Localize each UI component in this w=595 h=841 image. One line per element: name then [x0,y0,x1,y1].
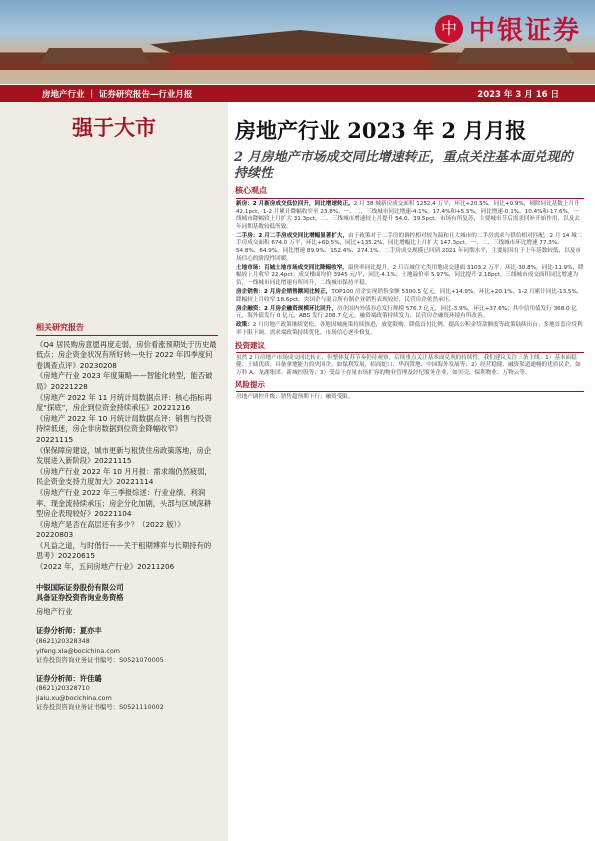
analyst-email[interactable]: jialu.xu@bocichina.com [36,693,112,702]
section-heading-key-points: 核心观点 [235,186,267,195]
paragraph [236,306,584,321]
related-report-link[interactable]: 《2022 年，五问房地产行业》20211206 [36,562,175,572]
paragraph-lead: 房企销售：2 月房企销售额同比转正， [236,289,332,296]
header-banner-image [0,0,595,84]
paragraph [236,289,584,304]
paragraph-lead: 政策： [236,322,253,329]
paragraph-lead: 土地市场：百城土地市场成交同比降幅收窄， [236,264,348,271]
analyst-cert: 证券投资咨询业务证书编号：S0521070005 [36,656,164,665]
paragraph [236,322,584,337]
paragraph [236,265,584,288]
palace-roof [150,30,450,54]
report-title: 房地产行业 2023 年 2 月月报 [235,118,527,143]
sidebar [36,323,218,713]
company-logo [435,10,581,47]
divider [236,391,584,392]
divider [236,198,584,199]
related-report-link[interactable]: 《房地产 2022 年 10 月统计局数据点评：销售与投资持续低迷，房企非房数据到位资金降幅收窄》20221115 [36,413,212,444]
courtyard [0,70,595,84]
analyst-email[interactable]: yifeng.xia@bocichina.com [36,646,120,655]
logo-text: 中银证券 [468,16,581,46]
related-report-link[interactable]: 《凡益之道，与时偕行——关于租期博弈与长期持有的思考》20220615 [36,540,212,561]
company-qualification: 具备证券投资咨询业务资格 [36,593,124,603]
related-report-link[interactable]: 《房地产行业 2023 年度策略——智能化转型，能否破局》20221228 [36,371,213,391]
side-roof-right [455,48,575,64]
related-report-link[interactable]: 《房地产行业 2022 年三季报综述：行业业绩、利润率、现金流持续承压；房企分化加剧，头部与区域深耕型房企表现较好》20221104 [36,487,212,519]
risk-text: 房地产调控升级；销售超预期下行；融资受限。 [236,394,354,401]
header-date: 2023 年 3 月 16 日 [477,90,559,100]
paragraph [236,233,584,263]
paragraph-lead: 房企融资：2 月房企融资规模环比回升， [236,305,337,312]
side-roof-left [40,48,150,64]
investment-text: 虽然 2 月房地产市场成交同比转正，但整体复苏节奏仍待观察，后续重点关注基本面兑现的持续性。我们建议关注三条主线：1）基本面稳健、土储优质、具备拿地能力的央国企，如保利发展、招商蛇口、华润置地、中国海外发展等；2）经营稳健、融资渠道通畅的优质民企，如万科 A、龙湖集团、新城控股等；3）受益于存量市场扩容的物业管理及经纪服务企业，如贝壳、保利物业、万物云等。 [236,354,581,376]
related-report-link[interactable]: 《房地产行业 2022 年 10 月月报：需求端仍然疲弱，民企资金支持力度加大》20221114 [36,466,212,487]
header-category: 房地产行业 ｜ 证券研究报告—行业月报 [42,90,193,100]
related-report-link[interactable]: 《Q4 居民购房意愿再度走弱，房价看涨预期处于历史最低点；房企资金状况有所好转—央行 2022 年四季度问卷调查点评》20230208 [36,339,217,370]
analyst-name: 证券分析师：许佳璐 [36,673,102,683]
industry-rating: 强于大市 [72,115,156,140]
related-report-link[interactable]: 《保保障房建设，城市更新与租赁住房政策落地，房企发展进入新阶段》20221115 [36,445,212,466]
company-name: 中银国际证券股份有限公司 [36,582,124,592]
analyst-cert: 证券投资咨询业务证书编号：S0521110002 [36,703,164,712]
section-heading-risk: 风险提示 [235,380,265,390]
report-subtitle: 2 月房地产市场成交同比增速转正，重点关注基本面兑现的持续性 [234,150,573,181]
paragraph-lead: 新房：2 月新房成交低位回升，同比增速转正。 [236,201,354,207]
paragraph-text: TOP100 房企实现销售金额 5300.5 亿元，同比+14.9%，环比+20.1%，1-2 月累计同比-13.5%，降幅较上月收窄 18.6pct。央国企与混合所有制企业销售表现较好，民营房企依然承压。 [236,289,583,303]
related-reports-heading: 相关研究报告 [36,323,218,336]
paragraph-text: 溢价率同比提升。2 月百城住宅类用地成交建面 3103.2 万平，环比-30.8%，同比-11.9%，降幅较上月收窄 22.4pct；成交楼面均价 3945 元/平，同比-4.1%；土地溢价率 5.97%，同比提升 2.18pct。三线城市成交面积同比增速为负，一线城市同比增速有所回升，二线城市保持平稳。 [236,264,584,286]
related-report-link[interactable]: 《房地产 2022 年 11 月统计局数据点评：核心指标再度“探底”，房企到位资金持续承压》20221216 [36,392,212,413]
main-body [236,196,584,403]
header-bar [0,85,595,102]
logo-mark-icon: 中 [435,15,463,43]
industry-name: 房地产行业 [36,606,73,616]
section-heading-investment: 投资建议 [235,340,265,350]
divider [236,352,584,353]
analyst-name: 证券分析师：夏亦丰 [36,626,102,636]
palace-hall [170,54,430,70]
paragraph-text: 2 月 38 城新房成交面积 1252.4 万平，环比+20.5%，同比+0.9%，剔除同比基数上月升 42.1pct，1-2 月累计降幅收窄至 23.8%。一、二、三线城市同比增速-4.1%、17.4%和+5.5%，同比增速-0.1%、10.4%和-17.6%，一线城市降幅较上月扩大 31.3pct，二、三线城市增速较上月提升 54.0、39.5pct。市场有所复苏，主要城市节后需求回补开始作用，以及去年同期基数较低所致。 [236,201,580,230]
paragraph-text: 房企国内外债券总发行规模 576.7 亿元，同比-3.9%，环比+37.6%；其中信用债发行 368.0 亿元，海外债发行 0 亿元，ABS 发行 208.7 亿元。融资端政策持续发力，民营房企融资环境有所改善。 [236,305,577,320]
paragraph-text: 2 月房地产政策继续宽松，各地因城施策持续推进，放宽限购、降低首付比例、提高公积金贷款额度等政策陆续出台；多地首套房贷利率下限下调，需求端政策持续优化，市场信心逐步修复。 [236,322,583,336]
analyst-phone: (8621)20328348 [36,637,90,646]
paragraph [236,201,584,231]
related-report-link[interactable]: 《房地产是否在高层还有多少？（2022 版）》20220803 [36,519,185,540]
paragraph-lead: 二手房：2 月二手房成交同比增幅显著扩大， [236,232,349,239]
analyst-phone: (8621)20328710 [36,684,90,693]
paragraph-text: 由于政策对于二手房的调控相对较为温和且大城市的二手房需求与供给相对匹配，2 月 14 城二手房成交面积 674.0 万平，环比+60.5%，同比+135.2%，同比增幅比上月扩大 147.3pct。一、二、三线城市环比增速 77.3%、54.8%、64.9%，同比增速 89.9%、152.4%、274.1%。二手房成交规模已回到 2021 年同期水平，主要原因在于上年基数较低，以及市场信心的阶段性回暖。 [236,232,583,262]
